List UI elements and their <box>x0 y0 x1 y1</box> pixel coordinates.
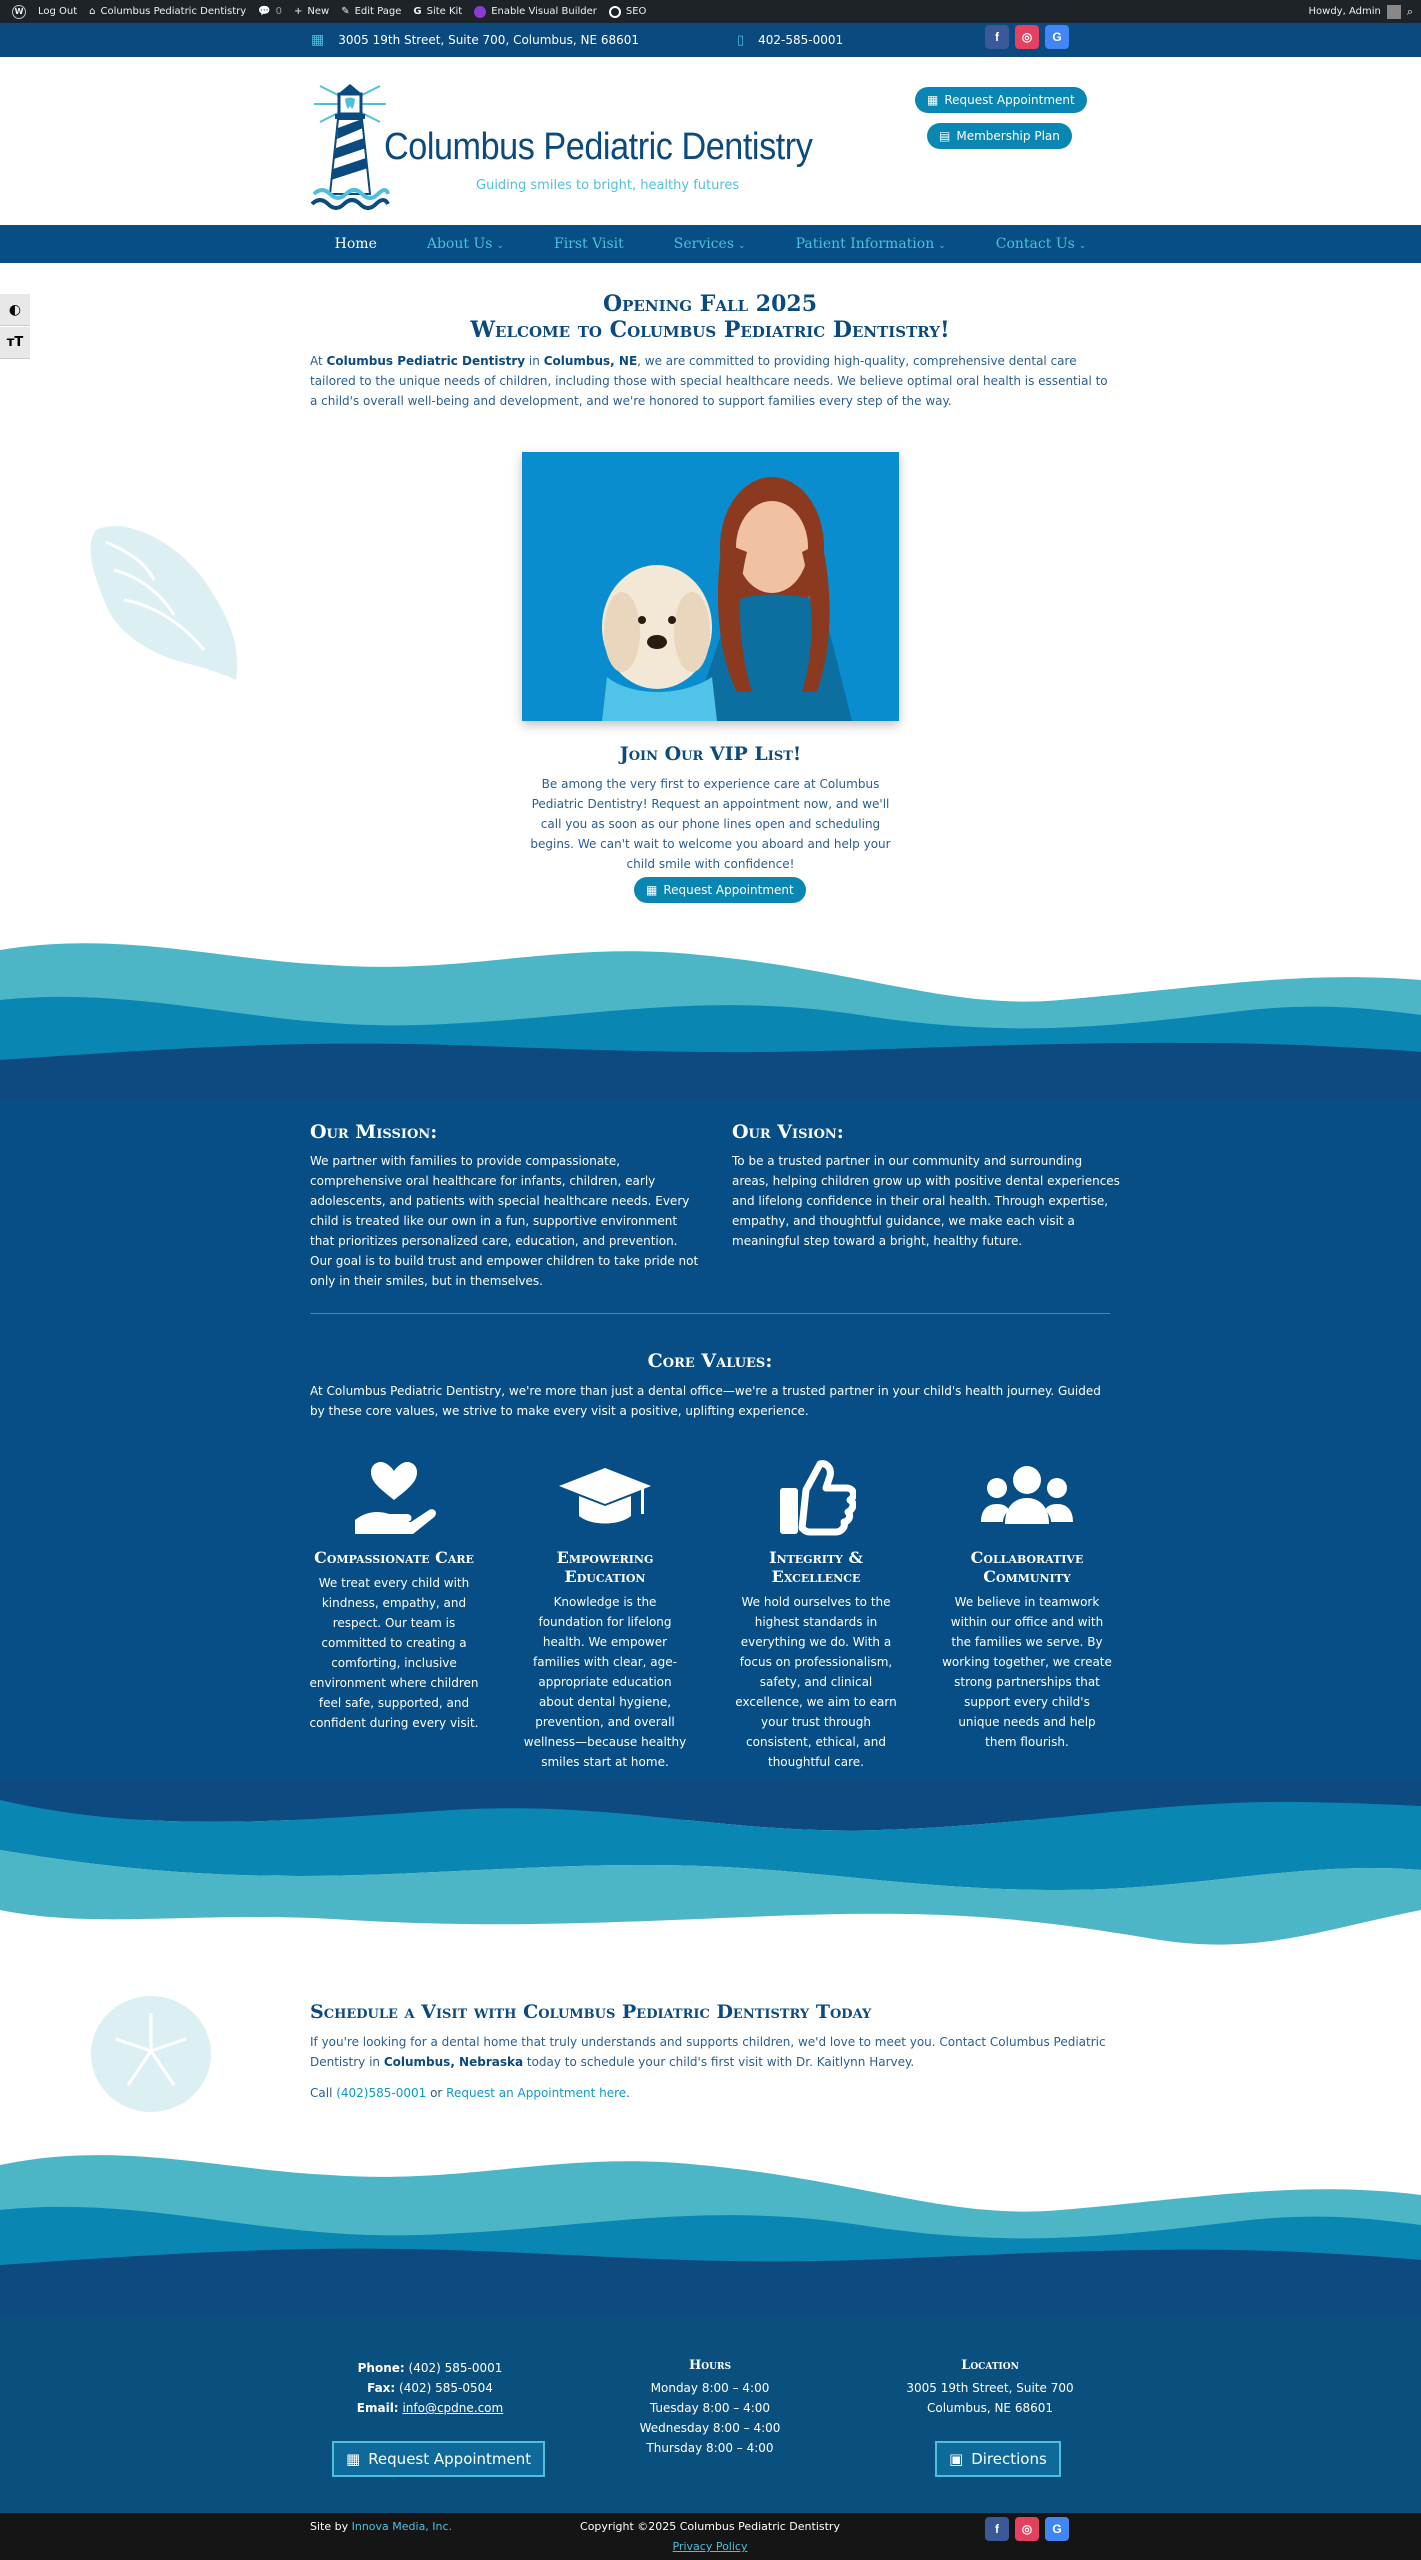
header-membership-plan-button[interactable]: ▤ Membership Plan <box>927 123 1072 149</box>
new-content-link[interactable]: + New <box>294 6 330 17</box>
mission-values-section <box>0 1100 1421 1820</box>
search-icon[interactable]: ⌕ <box>1406 4 1413 18</box>
nav-about-us[interactable]: About Us ⌄ <box>426 236 504 252</box>
people-group-icon <box>977 1460 1077 1538</box>
instagram-icon[interactable]: ◎ <box>1015 25 1039 49</box>
google-g-icon: G <box>413 6 422 17</box>
contrast-toggle[interactable] <box>0 294 30 326</box>
value-integrity-excellence: Integrity & Excellence We hold ourselves to the highest standards in everything we do. With a focus on professionalism, safety, and clinical excellence, we aim to earn your trust through consistent, ethical, and thoughtful care. <box>731 1460 901 1772</box>
nav-first-visit[interactable]: First Visit <box>553 236 624 252</box>
lighthouse-icon <box>310 82 390 214</box>
vision-block <box>732 1121 1122 1251</box>
seo-icon <box>609 6 621 18</box>
vision-heading: Our Vision: <box>732 1121 844 1143</box>
divi-icon <box>474 6 486 18</box>
agency-link[interactable]: Innova Media, Inc. <box>351 2520 453 2533</box>
chevron-down-icon: ⌄ <box>1078 241 1087 251</box>
dashboard-icon: ⌂ <box>89 6 96 17</box>
privacy-policy-link[interactable]: Privacy Policy <box>672 2540 748 2553</box>
vip-paragraph: Be among the very first to experience care at Columbus Pediatric Dentistry! Request an appointment now, and we'll call you as soon as our phone lines open and scheduling begins. We can't wait to welcome you aboard and help your child smile with confidence! <box>530 777 891 871</box>
plus-icon: + <box>294 6 303 17</box>
schedule-phone-link[interactable]: (402)585-0001 <box>336 2086 427 2100</box>
nav-patient-information[interactable]: Patient Information ⌄ <box>795 236 946 252</box>
comment-icon: 💬 <box>258 6 271 17</box>
schedule-paragraph: If you're looking for a dental home that truly understands and supports children, we'd love to meet you. Contact Columbus Pediatric Dentistry in Columbus, Nebraska today to schedule your child's first visit with Dr. Kaitlynn Harvey. <box>310 2035 1106 2069</box>
logout-link[interactable]: Log Out <box>38 6 78 17</box>
value-compassionate-care: Compassionate Care We treat every child with kindness, empathy, and respect. Our team is committed to creating a comforting, inclusive environment where children feel safe, supported, and confident during every visit. <box>309 1460 479 1733</box>
contrast-icon: ◐ <box>8 301 22 318</box>
sand-dollar-icon <box>90 1995 212 2117</box>
copyright: Copyright ©2025 Columbus Pediatric Dentistry <box>580 2520 840 2533</box>
map-icon: ▣ <box>949 2450 964 2468</box>
nav-services[interactable]: Services ⌄ <box>673 236 746 252</box>
vision-text: To be a trusted partner in our community and surrounding areas, helping children grow up with positive dental experiences and lifelong confidence in their oral health. Through expertise, empathy, and thoughtful guidance, we make each visit a meaningful step toward a bright, healthy future. <box>732 1154 1120 1248</box>
site-tagline: Guiding smiles to bright, healthy futures <box>476 178 740 193</box>
phone-info[interactable]: ▯ 402-585-0001 <box>737 32 844 48</box>
photo-illustration <box>522 452 899 721</box>
vip-request-appointment-button[interactable]: ▦ Request Appointment <box>634 877 806 903</box>
chevron-down-icon: ⌄ <box>738 241 746 251</box>
footer-contact: Phone: (402) 585-0001 Fax: (402) 585-0504 Email: info@cpdne.com <box>356 2361 504 2415</box>
nav-contact-us[interactable]: Contact Us ⌄ <box>995 236 1087 252</box>
nav-home[interactable]: Home <box>334 236 377 252</box>
footer-email-link[interactable]: info@cpdne.com <box>402 2401 504 2415</box>
visual-builder-link[interactable]: Enable Visual Builder <box>474 6 597 18</box>
mission-block <box>310 1121 700 1291</box>
social-links-top <box>985 25 1069 49</box>
building-icon: ▦ <box>311 32 325 48</box>
top-info-bar <box>0 23 1421 57</box>
calendar-icon: ▦ <box>927 93 939 107</box>
privacy-policy-container <box>560 2540 860 2553</box>
wave-divider-middle <box>0 1780 1421 1955</box>
document-icon: ▤ <box>939 129 951 143</box>
footer-phone[interactable]: (402) 585-0001 <box>408 2361 503 2375</box>
header-request-appointment-button[interactable]: ▦ Request Appointment <box>915 87 1087 113</box>
main-navigation <box>0 225 1421 263</box>
intro-heading: Opening Fall 2025 Welcome to Columbus Pediatric Dentistry! <box>470 291 950 343</box>
vip-heading: Join Our VIP List! <box>619 743 802 765</box>
wave-divider-footer <box>0 2140 1421 2320</box>
intro-paragraph: At Columbus Pediatric Dentistry in Columbus, NE, we are committed to providing high-quality, comprehensive dental care tailored to the unique needs of children, including those with special healthcare needs. We believe optimal oral health is essential to a child's overall well-being and development, and we're honored to support families every step of the way. <box>310 354 1108 408</box>
footer-hours: Hours Monday 8:00 – 4:00 Tuesday 8:00 – 4:00 Wednesday 8:00 – 4:00 Thursday 8:00 – 4:00 <box>639 2358 781 2455</box>
doctor-with-dog-photo <box>522 452 899 721</box>
wp-admin-bar <box>0 0 1421 23</box>
social-links-bottom <box>985 2517 1069 2541</box>
pencil-icon: ✎ <box>341 6 350 17</box>
font-size-toggle[interactable] <box>0 327 30 359</box>
schedule-call-line: Call (402)585-0001 or Request an Appointment here. <box>310 2086 630 2100</box>
site-kit-link[interactable]: G Site Kit <box>413 6 463 17</box>
site-name-link[interactable]: ⌂ Columbus Pediatric Dentistry <box>89 6 247 17</box>
facebook-icon[interactable]: f <box>985 25 1009 49</box>
avatar <box>1387 5 1401 19</box>
google-icon[interactable]: G <box>1045 2517 1069 2541</box>
calendar-icon: ▦ <box>646 883 658 897</box>
mobile-phone-icon: ▯ <box>737 32 745 48</box>
seo-link[interactable]: SEO <box>609 6 647 18</box>
core-values-heading: Core Values: <box>647 1350 773 1372</box>
schedule-request-link[interactable]: Request an Appointment here <box>446 2086 627 2100</box>
account-menu[interactable]: Howdy, Admin <box>1308 6 1381 17</box>
address-info: ▦ 3005 19th Street, Suite 700, Columbus, NE 68601 <box>311 32 640 48</box>
wave-divider-top <box>0 930 1421 1105</box>
chevron-down-icon: ⌄ <box>938 241 946 251</box>
footer-location: Location 3005 19th Street, Suite 700 Columbus, NE 68601 <box>906 2358 1074 2415</box>
footer-directions-button[interactable]: ▣ Directions <box>935 2441 1061 2477</box>
heart-hand-icon <box>349 1460 439 1538</box>
seashell-icon <box>84 520 244 689</box>
thumbs-up-icon <box>776 1460 856 1538</box>
footer-request-appointment-button[interactable]: ▦ Request Appointment <box>332 2441 545 2477</box>
site-credit: Site by Innova Media, Inc. <box>310 2520 453 2533</box>
core-values-intro: At Columbus Pediatric Dentistry, we're more than just a dental office—we're a trusted partner in your child's health journey. Guided by these core values, we strive to make every visit a positive, uplifting experience. <box>310 1384 1101 1418</box>
site-title[interactable]: Columbus Pediatric Dentistry <box>384 126 813 168</box>
edit-page-link[interactable]: ✎ Edit Page <box>341 6 402 17</box>
wp-logo-menu[interactable] <box>12 5 26 19</box>
calendar-icon: ▦ <box>346 2450 361 2468</box>
font-size-icon: ᴛT <box>6 335 24 350</box>
chevron-down-icon: ⌄ <box>496 241 504 251</box>
lighthouse-logo[interactable] <box>310 82 390 214</box>
instagram-icon[interactable]: ◎ <box>1015 2517 1039 2541</box>
section-divider <box>310 1313 1110 1314</box>
google-icon[interactable]: G <box>1045 25 1069 49</box>
wordpress-icon: W <box>12 5 26 19</box>
comments-link[interactable]: 💬 0 <box>258 6 283 17</box>
value-collaborative-community: Collaborative Community We believe in teamwork within our office and with the families we serve. By working together, we create strong partnerships that support every child's unique needs and help them flourish. <box>942 1460 1112 1752</box>
graduation-cap-icon <box>555 1460 655 1538</box>
value-empowering-education: Empowering Education Knowledge is the foundation for lifelong health. We empower families with clear, age-appropriate education about dental hygiene, prevention, and overall wellness—because healthy smiles start at home. <box>520 1460 690 1772</box>
mission-text: We partner with families to provide compassionate, comprehensive oral healthcare for infants, children, early adolescents, and patients with special healthcare needs. Every child is treated like our own in a fun, supportive environment that prioritizes personalized care, education, and prevention. Our goal is to build trust and empower children to take pride not only in their smiles, but in themselves. <box>310 1154 699 1288</box>
facebook-icon[interactable]: f <box>985 2517 1009 2541</box>
footer-fax: (402) 585-0504 <box>399 2381 493 2395</box>
schedule-heading: Schedule a Visit with Columbus Pediatric Dentistry Today <box>310 2001 872 2023</box>
mission-heading: Our Mission: <box>310 1121 438 1143</box>
